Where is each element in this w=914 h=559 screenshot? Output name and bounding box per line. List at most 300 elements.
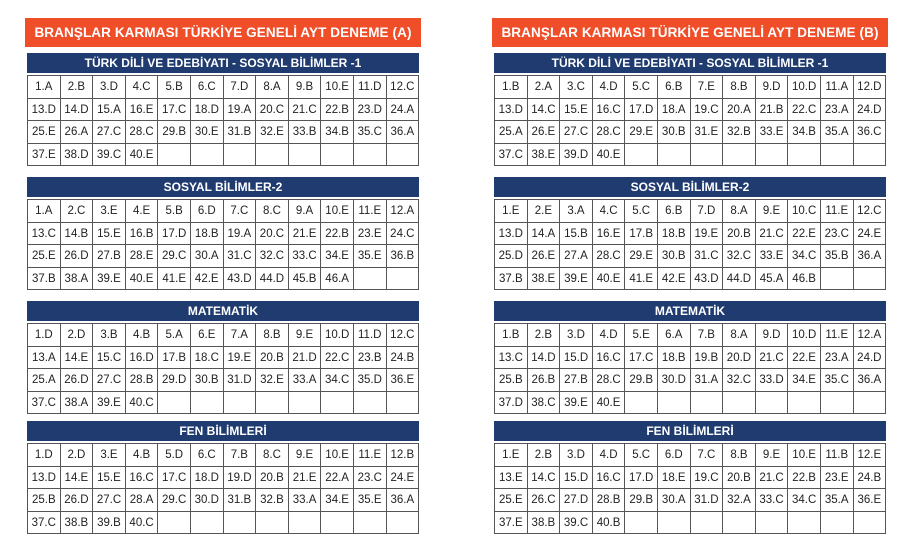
answer-cell: 37.E <box>495 512 528 535</box>
answer-cell <box>289 392 322 415</box>
answer-cell: 37.C <box>28 512 61 535</box>
answer-cell: 27.C <box>560 121 593 144</box>
answer-cell <box>788 392 821 415</box>
answer-cell: 13.D <box>28 467 61 490</box>
answer-cell <box>158 512 191 535</box>
answer-cell <box>658 144 691 167</box>
answer-cell: 11.B <box>821 444 854 467</box>
answer-cell: 26.B <box>528 369 561 392</box>
answer-cell: 6.D <box>658 444 691 467</box>
answer-cell: 38.E <box>528 268 561 291</box>
answer-cell: 18.D <box>191 99 224 122</box>
answer-cell: 19.E <box>691 223 724 246</box>
answer-cell: 10.D <box>788 324 821 347</box>
answer-cell <box>321 144 354 167</box>
answer-cell: 36.A <box>854 369 887 392</box>
answer-cell: 25.D <box>495 245 528 268</box>
answer-cell: 15.B <box>560 223 593 246</box>
answer-cell: 13.D <box>28 99 61 122</box>
answer-cell: 8.A <box>256 76 289 99</box>
answer-cell: 24.E <box>854 223 887 246</box>
answer-cell: 34.C <box>788 245 821 268</box>
answer-cell: 34.C <box>788 489 821 512</box>
answer-cell: 39.E <box>560 268 593 291</box>
answer-cell: 27.B <box>560 369 593 392</box>
answer-cell: 39.E <box>560 392 593 415</box>
answer-cell: 42.E <box>658 268 691 291</box>
answer-cell: 22.E <box>788 223 821 246</box>
answer-cell: 13.A <box>28 347 61 370</box>
answer-cell: 18.B <box>658 223 691 246</box>
answer-cell: 5.C <box>625 200 658 223</box>
answer-cell: 20.B <box>723 467 756 490</box>
answer-cell: 11.A <box>821 76 854 99</box>
answer-cell: 16.C <box>593 467 626 490</box>
answer-cell <box>658 512 691 535</box>
answer-cell: 7.E <box>691 76 724 99</box>
answer-cell: 7.D <box>691 200 724 223</box>
answer-cell: 17.B <box>158 347 191 370</box>
answer-cell: 9.D <box>756 76 789 99</box>
answer-section <box>25 53 421 166</box>
answer-cell: 20.A <box>723 99 756 122</box>
answer-cell: 22.B <box>788 467 821 490</box>
section-title: SOSYAL BİLİMLER-2 <box>27 177 419 197</box>
answer-cell <box>289 512 322 535</box>
answer-cell: 10.C <box>788 200 821 223</box>
answer-cell: 25.A <box>495 121 528 144</box>
answer-cell: 16.E <box>126 99 159 122</box>
answer-cell: 17.D <box>625 99 658 122</box>
answer-cell: 8.B <box>723 444 756 467</box>
answer-section <box>25 421 421 534</box>
answer-cell: 16.B <box>126 223 159 246</box>
answer-cell: 34.B <box>788 121 821 144</box>
answer-cell: 18.B <box>191 223 224 246</box>
answer-cell: 15.E <box>560 99 593 122</box>
answer-cell <box>691 392 724 415</box>
answer-cell: 3.B <box>93 324 126 347</box>
answer-cell: 14.D <box>528 347 561 370</box>
answer-cell <box>723 392 756 415</box>
answer-cell: 26.D <box>61 489 94 512</box>
answer-cell: 1.D <box>28 324 61 347</box>
answer-cell: 45.A <box>756 268 789 291</box>
answer-cell: 26.A <box>61 121 94 144</box>
answer-cell: 37.C <box>28 392 61 415</box>
answer-cell <box>191 392 224 415</box>
answer-cell: 17.C <box>158 467 191 490</box>
answer-cell: 3.D <box>560 324 593 347</box>
answer-row <box>495 223 886 246</box>
answer-cell: 8.B <box>256 324 289 347</box>
answer-row <box>28 223 419 246</box>
answer-cell: 12.B <box>387 444 420 467</box>
answer-cell <box>756 144 789 167</box>
answer-cell: 29.C <box>158 245 191 268</box>
answer-cell: 36.E <box>387 369 420 392</box>
answer-cell: 38.E <box>528 144 561 167</box>
answer-cell: 22.B <box>321 223 354 246</box>
answer-cell: 34.B <box>321 121 354 144</box>
answer-cell: 17.C <box>625 347 658 370</box>
answer-cell: 32.B <box>723 121 756 144</box>
answer-cell: 35.A <box>821 489 854 512</box>
answer-cell: 30.B <box>658 121 691 144</box>
answer-cell: 3.E <box>93 200 126 223</box>
answer-cell: 26.E <box>528 121 561 144</box>
answer-grid <box>494 443 886 534</box>
answer-cell: 40.C <box>126 392 159 415</box>
answer-cell <box>854 392 887 415</box>
answer-cell: 14.B <box>61 223 94 246</box>
answer-cell: 35.E <box>354 245 387 268</box>
answer-cell: 4.D <box>593 324 626 347</box>
answer-cell: 28.E <box>126 245 159 268</box>
answer-cell: 30.D <box>658 369 691 392</box>
answer-row <box>495 347 886 370</box>
answer-cell: 2.C <box>61 200 94 223</box>
answer-cell: 9.D <box>756 324 789 347</box>
answer-cell: 7.D <box>224 76 257 99</box>
answer-cell: 31.D <box>691 489 724 512</box>
answer-cell: 35.C <box>821 369 854 392</box>
answer-cell: 23.C <box>821 223 854 246</box>
answer-cell: 2.B <box>528 444 561 467</box>
answer-cell: 25.B <box>495 369 528 392</box>
answer-cell <box>289 144 322 167</box>
answer-cell: 35.B <box>821 245 854 268</box>
answer-cell: 32.B <box>256 489 289 512</box>
answer-row <box>495 489 886 512</box>
answer-cell: 20.C <box>256 223 289 246</box>
answer-row <box>28 99 419 122</box>
booklet-b <box>492 18 888 529</box>
answer-section <box>492 421 888 534</box>
answer-cell: 35.D <box>354 369 387 392</box>
answer-cell: 42.E <box>191 268 224 291</box>
answer-cell: 19.C <box>691 99 724 122</box>
answer-cell: 2.D <box>61 444 94 467</box>
answer-cell: 19.C <box>691 467 724 490</box>
answer-cell: 18.B <box>658 347 691 370</box>
answer-cell: 24.C <box>387 223 420 246</box>
answer-cell: 19.B <box>691 347 724 370</box>
answer-cell: 36.A <box>387 121 420 144</box>
answer-row <box>495 121 886 144</box>
answer-cell: 11.E <box>354 444 387 467</box>
answer-section <box>492 53 888 166</box>
booklet-title: BRANŞLAR KARMASI TÜRKİYE GENELİ AYT DENEME (B) <box>492 18 888 47</box>
answer-cell: 44.D <box>256 268 289 291</box>
answer-cell: 1.B <box>495 324 528 347</box>
section-title: MATEMATİK <box>494 301 886 321</box>
answer-cell: 40.B <box>593 512 626 535</box>
answer-cell: 3.D <box>93 76 126 99</box>
answer-cell: 28.C <box>126 121 159 144</box>
answer-cell: 6.C <box>191 76 224 99</box>
answer-grid <box>27 443 419 534</box>
answer-cell: 23.D <box>354 99 387 122</box>
answer-cell: 18.A <box>658 99 691 122</box>
answer-cell: 13.C <box>28 223 61 246</box>
answer-cell: 45.B <box>289 268 322 291</box>
answer-row <box>495 369 886 392</box>
answer-cell: 20.C <box>256 99 289 122</box>
answer-cell: 5.A <box>158 324 191 347</box>
answer-cell: 9.A <box>289 200 322 223</box>
answer-cell: 37.D <box>495 392 528 415</box>
answer-cell: 13.E <box>495 467 528 490</box>
answer-cell: 24.D <box>854 99 887 122</box>
answer-cell: 19.E <box>224 347 257 370</box>
answer-cell: 20.B <box>723 223 756 246</box>
answer-cell <box>821 268 854 291</box>
answer-cell: 33.C <box>756 489 789 512</box>
answer-cell: 38.D <box>61 144 94 167</box>
answer-cell: 23.B <box>354 347 387 370</box>
answer-cell: 24.A <box>387 99 420 122</box>
answer-cell: 15.E <box>93 467 126 490</box>
answer-cell: 40.C <box>126 512 159 535</box>
answer-cell: 20.B <box>256 467 289 490</box>
answer-cell: 39.E <box>93 268 126 291</box>
answer-cell: 23.A <box>821 99 854 122</box>
answer-grid <box>27 199 419 290</box>
answer-cell <box>354 268 387 291</box>
answer-cell: 15.E <box>93 223 126 246</box>
answer-cell: 21.C <box>756 347 789 370</box>
answer-cell: 19.A <box>224 99 257 122</box>
answer-row <box>28 444 419 467</box>
answer-cell: 6.C <box>191 444 224 467</box>
answer-cell: 27.A <box>560 245 593 268</box>
answer-cell <box>321 392 354 415</box>
answer-row <box>28 268 419 291</box>
answer-cell: 5.C <box>625 76 658 99</box>
answer-cell: 27.D <box>560 489 593 512</box>
answer-cell: 21.B <box>756 99 789 122</box>
answer-cell: 6.B <box>658 76 691 99</box>
answer-cell <box>625 512 658 535</box>
answer-cell: 16.E <box>593 223 626 246</box>
answer-cell: 7.A <box>224 324 257 347</box>
answer-row <box>28 245 419 268</box>
answer-cell: 32.C <box>723 245 756 268</box>
answer-cell: 26.C <box>528 489 561 512</box>
section-title: SOSYAL BİLİMLER-2 <box>494 177 886 197</box>
answer-row <box>495 144 886 167</box>
answer-cell: 22.B <box>321 99 354 122</box>
answer-cell: 43.D <box>691 268 724 291</box>
answer-cell <box>191 512 224 535</box>
answer-cell <box>854 144 887 167</box>
answer-cell: 18.E <box>658 467 691 490</box>
answer-cell: 43.D <box>224 268 257 291</box>
answer-cell <box>387 512 420 535</box>
answer-cell: 10.E <box>321 200 354 223</box>
answer-cell: 7.B <box>691 324 724 347</box>
answer-cell <box>158 392 191 415</box>
answer-cell: 27.C <box>93 489 126 512</box>
answer-cell: 38.A <box>61 268 94 291</box>
answer-cell: 24.D <box>854 347 887 370</box>
answer-cell: 25.B <box>28 489 61 512</box>
answer-cell <box>723 144 756 167</box>
answer-cell: 28.C <box>593 245 626 268</box>
answer-cell: 31.C <box>224 245 257 268</box>
answer-cell <box>854 512 887 535</box>
answer-row <box>28 200 419 223</box>
answer-cell <box>256 512 289 535</box>
answer-cell: 22.C <box>321 347 354 370</box>
section-title: FEN BİLİMLERİ <box>27 421 419 441</box>
answer-cell: 3.A <box>560 200 593 223</box>
answer-cell: 22.C <box>788 99 821 122</box>
answer-cell: 5.E <box>625 324 658 347</box>
answer-cell: 26.D <box>61 245 94 268</box>
section-title: TÜRK DİLİ VE EDEBİYATI - SOSYAL BİLİMLER -1 <box>494 53 886 73</box>
answer-cell: 7.C <box>224 200 257 223</box>
answer-cell: 10.D <box>788 76 821 99</box>
answer-cell: 28.B <box>593 489 626 512</box>
answer-cell: 40.E <box>126 268 159 291</box>
answer-cell: 12.C <box>387 76 420 99</box>
answer-cell <box>821 144 854 167</box>
answer-cell: 1.A <box>28 76 61 99</box>
answer-cell: 38.A <box>61 392 94 415</box>
answer-cell: 34.C <box>321 369 354 392</box>
answer-cell: 28.A <box>126 489 159 512</box>
answer-cell <box>723 512 756 535</box>
answer-cell: 15.C <box>93 347 126 370</box>
answer-cell: 28.C <box>593 369 626 392</box>
booklet-a <box>25 18 421 529</box>
answer-row <box>28 144 419 167</box>
answer-cell: 29.B <box>158 121 191 144</box>
answer-cell <box>224 512 257 535</box>
answer-cell: 23.C <box>354 467 387 490</box>
answer-cell: 33.B <box>289 121 322 144</box>
answer-cell: 17.D <box>158 223 191 246</box>
answer-cell: 5.B <box>158 76 191 99</box>
answer-cell <box>387 268 420 291</box>
answer-cell: 12.E <box>854 444 887 467</box>
answer-cell: 4.C <box>126 76 159 99</box>
answer-cell: 36.C <box>854 121 887 144</box>
answer-cell: 24.B <box>387 347 420 370</box>
answer-cell: 29.B <box>625 369 658 392</box>
answer-cell: 39.C <box>93 144 126 167</box>
answer-cell <box>658 392 691 415</box>
answer-cell: 15.D <box>560 347 593 370</box>
answer-cell: 14.D <box>61 99 94 122</box>
answer-section <box>25 301 421 414</box>
answer-cell <box>354 392 387 415</box>
answer-cell: 29.E <box>625 121 658 144</box>
answer-row <box>495 392 886 415</box>
answer-cell: 46.A <box>321 268 354 291</box>
answer-cell: 30.B <box>191 369 224 392</box>
answer-cell: 35.C <box>354 121 387 144</box>
answer-row <box>28 347 419 370</box>
answer-cell: 44.D <box>723 268 756 291</box>
answer-row <box>28 489 419 512</box>
answer-cell: 9.E <box>756 444 789 467</box>
answer-grid <box>27 75 419 166</box>
answer-cell: 12.D <box>854 76 887 99</box>
answer-cell: 38.B <box>61 512 94 535</box>
answer-cell: 33.C <box>289 245 322 268</box>
answer-cell: 31.B <box>224 489 257 512</box>
answer-cell: 39.E <box>93 392 126 415</box>
answer-row <box>495 512 886 535</box>
answer-cell <box>756 512 789 535</box>
answer-cell: 2.D <box>61 324 94 347</box>
answer-row <box>28 467 419 490</box>
answer-cell: 25.E <box>28 121 61 144</box>
answer-cell: 2.E <box>528 200 561 223</box>
answer-cell: 39.B <box>93 512 126 535</box>
answer-cell: 23.E <box>821 467 854 490</box>
answer-cell: 40.E <box>593 392 626 415</box>
answer-cell: 21.E <box>289 467 322 490</box>
answer-cell: 27.C <box>93 121 126 144</box>
booklet-title: BRANŞLAR KARMASI TÜRKİYE GENELİ AYT DENEME (A) <box>25 18 421 47</box>
answer-section <box>492 177 888 290</box>
answer-cell: 36.A <box>854 245 887 268</box>
answer-cell: 17.D <box>625 467 658 490</box>
answer-cell: 8.C <box>256 200 289 223</box>
answer-cell: 17.C <box>158 99 191 122</box>
answer-cell: 14.C <box>528 467 561 490</box>
answer-cell: 3.D <box>560 444 593 467</box>
answer-cell: 9.B <box>289 76 322 99</box>
answer-cell: 31.E <box>691 121 724 144</box>
answer-cell: 34.E <box>321 245 354 268</box>
answer-cell: 9.E <box>289 324 322 347</box>
answer-cell: 30.E <box>191 121 224 144</box>
answer-cell: 37.E <box>28 144 61 167</box>
section-title: MATEMATİK <box>27 301 419 321</box>
answer-cell: 15.A <box>93 99 126 122</box>
answer-cell: 32.E <box>256 369 289 392</box>
answer-cell: 10.D <box>321 324 354 347</box>
answer-cell <box>854 268 887 291</box>
answer-cell: 27.B <box>93 245 126 268</box>
answer-cell: 30.B <box>658 245 691 268</box>
answer-cell: 14.A <box>528 223 561 246</box>
answer-cell: 26.E <box>528 245 561 268</box>
answer-cell: 8.C <box>256 444 289 467</box>
answer-grid <box>494 199 886 290</box>
answer-cell: 33.A <box>289 489 322 512</box>
answer-cell: 21.C <box>756 467 789 490</box>
answer-cell: 21.C <box>756 223 789 246</box>
answer-cell <box>158 144 191 167</box>
answer-cell: 8.A <box>723 324 756 347</box>
answer-cell: 30.D <box>191 489 224 512</box>
answer-cell: 7.C <box>691 444 724 467</box>
answer-cell <box>821 392 854 415</box>
answer-cell: 39.C <box>560 512 593 535</box>
answer-cell: 3.C <box>560 76 593 99</box>
answer-cell: 34.E <box>321 489 354 512</box>
answer-cell <box>191 144 224 167</box>
answer-cell: 40.E <box>593 144 626 167</box>
answer-cell: 13.D <box>495 223 528 246</box>
answer-cell <box>625 144 658 167</box>
